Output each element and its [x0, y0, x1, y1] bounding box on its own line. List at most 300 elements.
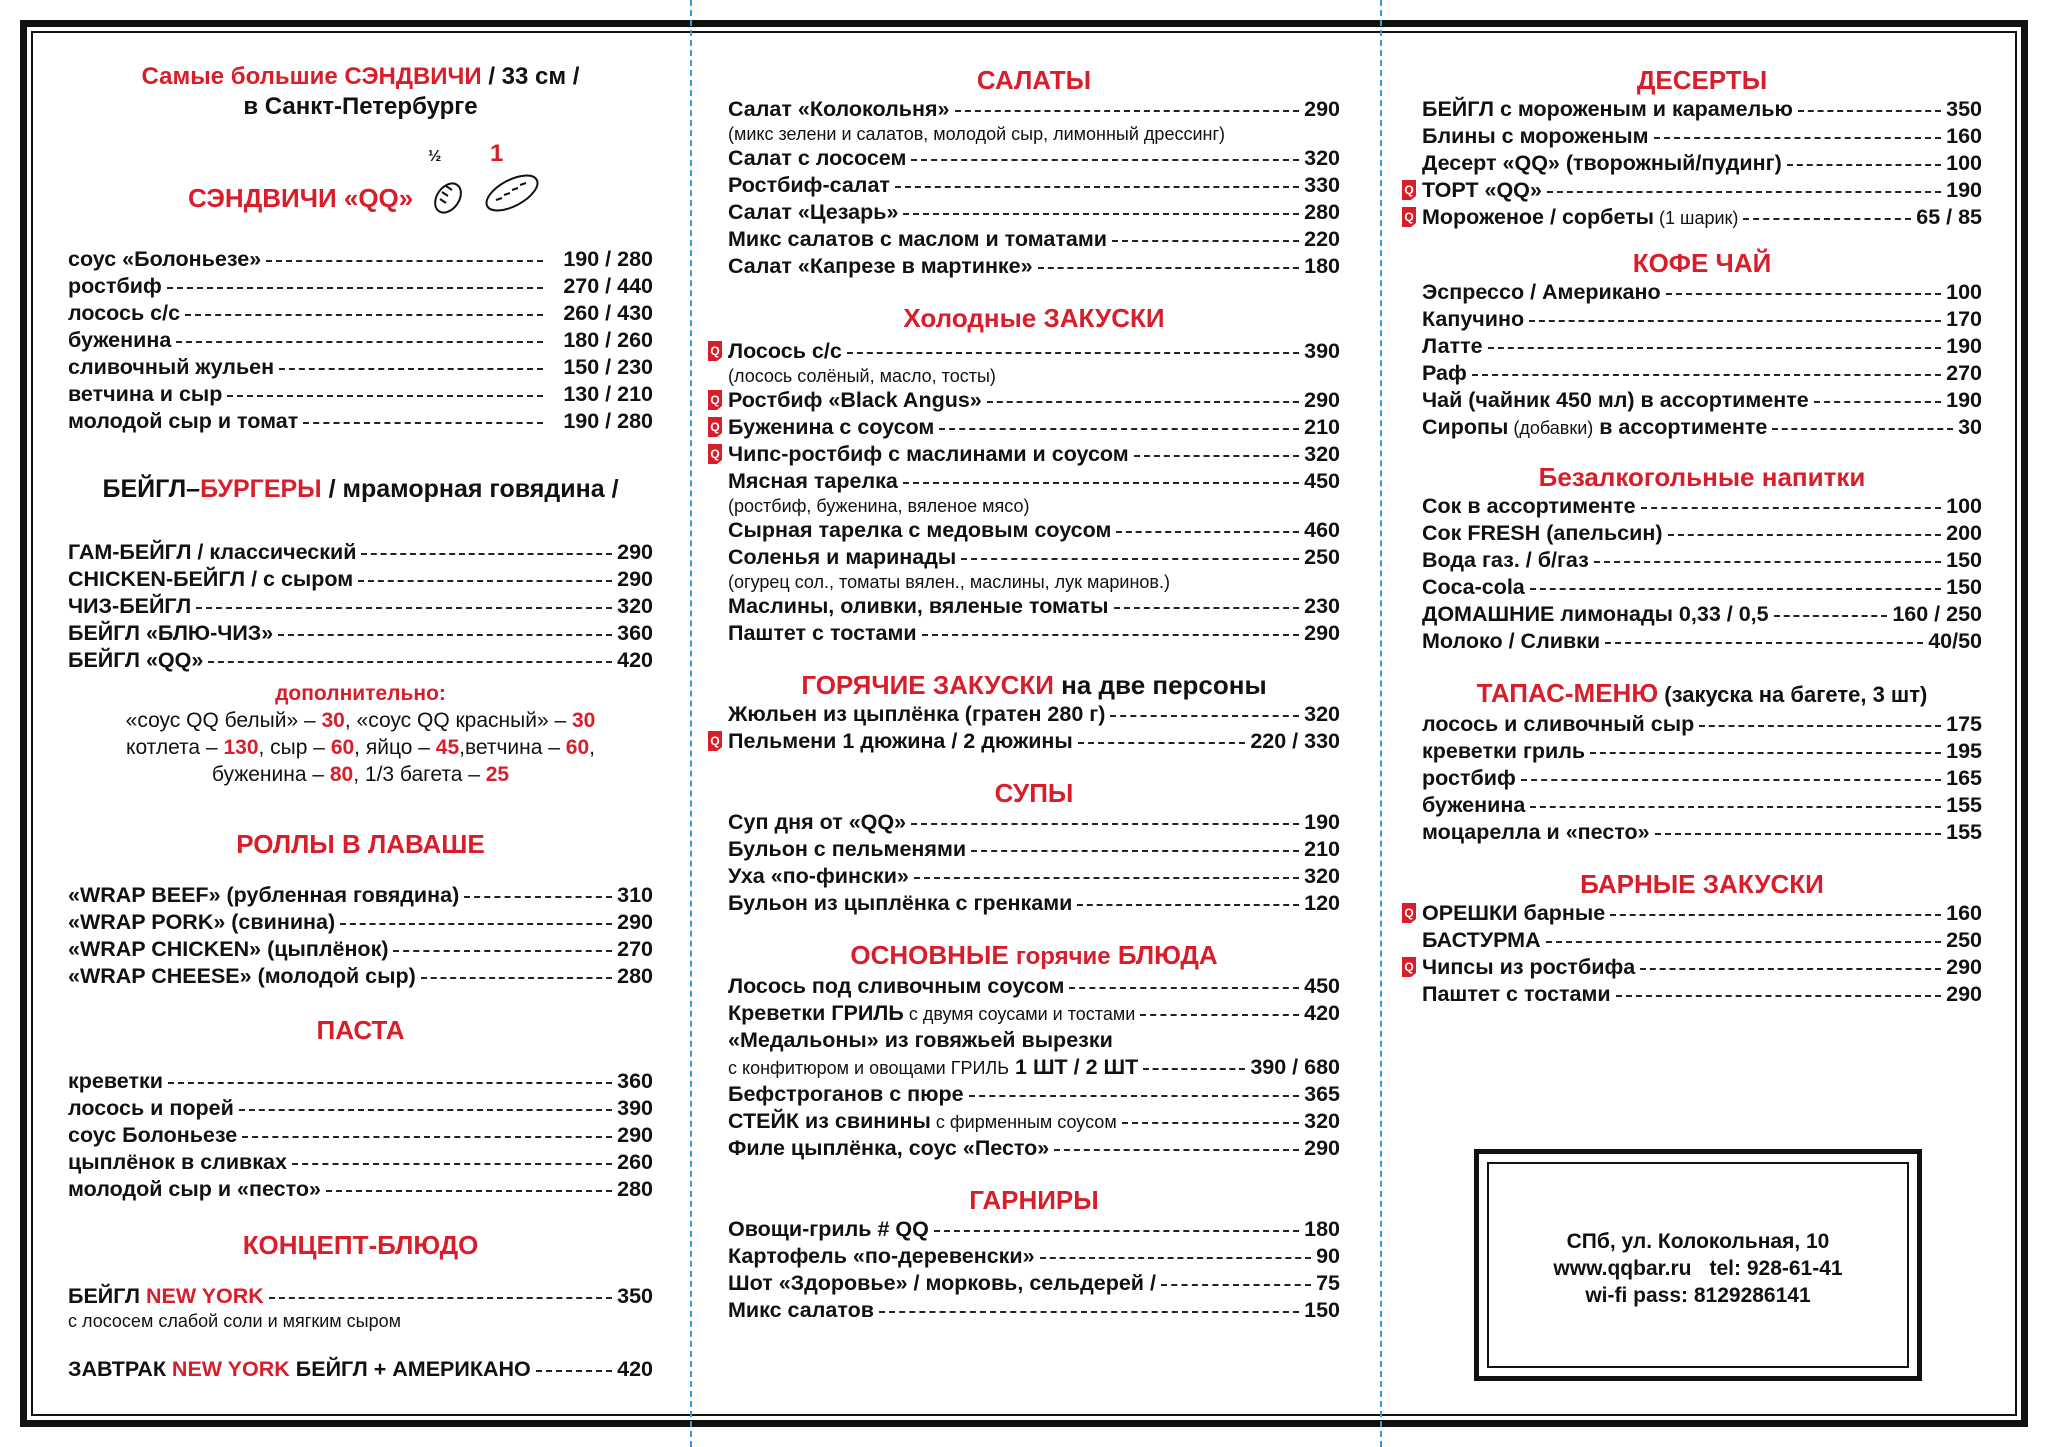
item-name: Буженина с соусом — [728, 415, 935, 439]
menu-item — [728, 836, 1340, 863]
menu-item — [710, 441, 1340, 468]
item-price: 180 — [1304, 1217, 1340, 1241]
item-name: «Медальоны» из говяжьей вырезки — [728, 1028, 1113, 1052]
item-price: 290 — [617, 910, 653, 934]
menu-item — [68, 936, 653, 963]
leader-dots — [1530, 806, 1941, 808]
contact-box — [1474, 1149, 1922, 1381]
item-price: 360 — [617, 621, 653, 645]
leader-dots — [361, 553, 612, 555]
leader-dots — [393, 950, 612, 952]
menu-item — [728, 890, 1340, 917]
salads-section-title: САЛАТЫ — [976, 65, 1092, 95]
leader-dots — [1546, 941, 1942, 943]
leader-dots — [922, 634, 1299, 636]
menu-item — [1422, 414, 1982, 441]
leader-dots — [1654, 137, 1942, 139]
item-price: 290 — [1946, 955, 1982, 979]
leader-dots — [242, 1136, 612, 1138]
leader-dots — [340, 923, 612, 925]
item-name: Паштет с тостами — [1422, 982, 1611, 1006]
item-price: 450 — [1304, 469, 1340, 493]
menu-item — [1422, 927, 1982, 954]
item-price: 150 — [1946, 575, 1982, 599]
menu-item — [68, 1356, 653, 1383]
item-price: 450 — [1304, 974, 1340, 998]
leader-dots — [1134, 455, 1299, 457]
menu-item — [728, 96, 1340, 123]
bagel-extras — [68, 680, 653, 788]
menu-item — [68, 273, 653, 300]
menu-item — [68, 909, 653, 936]
item-name — [1422, 414, 1767, 442]
leader-dots — [969, 1095, 1300, 1097]
leader-dots — [895, 186, 1299, 188]
menu-item — [1404, 177, 1982, 204]
item-name: CHICKEN-БЕЙГЛ / с сыром — [68, 567, 354, 591]
menu-item — [68, 1068, 653, 1095]
cold-section-title — [728, 302, 1340, 334]
svg-text:Q: Q — [710, 344, 720, 358]
menu-item — [68, 1283, 653, 1310]
leader-dots — [1161, 1284, 1311, 1286]
item-name: Чипсы из ростбифа — [1422, 955, 1636, 979]
svg-text:Q: Q — [710, 393, 720, 407]
item-name — [728, 1000, 1135, 1028]
website-link[interactable]: www.qqbar.ru — [1553, 1257, 1692, 1280]
leader-dots — [1143, 1068, 1245, 1070]
leader-dots — [914, 877, 1299, 879]
extras-title: дополнительно: — [275, 682, 446, 705]
item-price: 180 — [1304, 254, 1340, 278]
svg-text:Q: Q — [1404, 960, 1414, 974]
extra-text: , 1/3 багета – — [353, 763, 486, 786]
bar-snacks-list — [1404, 900, 1982, 1008]
item-name: ТОРТ «QQ» — [1422, 178, 1542, 202]
sandwich-section-title: СЭНДВИЧИ «QQ» — [188, 183, 414, 213]
extra-price: 45 — [435, 736, 460, 759]
leader-dots — [1077, 904, 1299, 906]
leader-dots — [1616, 995, 1941, 997]
item-name: лосось и порей — [68, 1096, 234, 1120]
item-name: Соленья и маринады — [728, 545, 957, 569]
item-price: 310 — [617, 883, 653, 907]
item-note: (лосось солёный, масло, тосты) — [728, 366, 996, 386]
item-name: БАСТУРМА — [1422, 928, 1541, 952]
item-name-part: Креветки ГРИЛЬ — [728, 1001, 904, 1025]
leader-dots — [961, 558, 1299, 560]
item-price: 290 — [617, 1123, 653, 1147]
item-name-part: Мороженое / сорбеты — [1422, 205, 1655, 229]
item-price: 160 / 250 — [1892, 602, 1982, 626]
item-price: 250 — [1304, 545, 1340, 569]
leader-dots — [903, 482, 1299, 484]
item-price: 130 / 210 — [563, 382, 653, 406]
item-name: Латте — [1422, 334, 1483, 358]
extras-line-1 — [68, 707, 653, 734]
svg-text:Q: Q — [710, 447, 720, 461]
item-name: БЕЙГЛ «БЛЮ-ЧИЗ» — [68, 621, 274, 645]
bagel-title-part3: / мраморная говядина / — [321, 475, 619, 503]
leader-dots — [1054, 1149, 1299, 1151]
menu-item — [710, 387, 1340, 414]
item-name: цыплёнок в сливках — [68, 1150, 287, 1174]
item-name-part: 1 ШТ / 2 ШТ — [1009, 1055, 1139, 1079]
intro-red-text: Самые большие СЭНДВИЧИ — [141, 63, 482, 90]
leader-dots — [1040, 1257, 1311, 1259]
extra-text: ,ветчина – — [459, 736, 566, 759]
sides-list — [728, 1216, 1340, 1324]
extra-price: 60 — [565, 736, 590, 759]
svg-text:Q: Q — [1404, 210, 1414, 224]
item-name: Картофель «по-деревенски» — [728, 1244, 1035, 1268]
menu-item — [728, 593, 1340, 620]
extra-text: , яйцо – — [354, 736, 436, 759]
item-name: «WRAP CHEESE» (молодой сыр) — [68, 964, 416, 988]
item-name: БЕЙГЛ с мороженым и карамелью — [1422, 97, 1793, 121]
soups-list — [728, 809, 1340, 917]
menu-item — [710, 414, 1340, 441]
menu-item — [68, 300, 653, 327]
leader-dots — [1774, 615, 1888, 617]
item-price: 320 — [1304, 146, 1340, 170]
q-badge-icon — [706, 730, 724, 752]
phone-number[interactable]: tel: 928-61-41 — [1709, 1257, 1843, 1280]
item-name: Бульон из цыплёнка с гренками — [728, 891, 1073, 915]
hot-section-title — [728, 669, 1340, 701]
soft-drinks-section-title: Безалкогольные напитки — [1538, 462, 1866, 492]
site-and-phone — [1479, 1255, 1917, 1282]
desserts-section-title: ДЕСЕРТЫ — [1636, 65, 1768, 95]
leader-dots — [176, 341, 543, 343]
menu-item — [1422, 387, 1982, 414]
menu-item — [728, 1270, 1340, 1297]
item-name: креветки — [68, 1069, 163, 1093]
item-name: Маслины, оливки, вяленые томаты — [728, 594, 1109, 618]
item-name: Эспрессо / Американо — [1422, 280, 1661, 304]
item-name: «WRAP BEEF» (рубленная говядина) — [68, 883, 460, 907]
menu-item — [1404, 954, 1982, 981]
leader-dots — [1110, 715, 1299, 717]
address: СПб, ул. Колокольная, 10 — [1566, 1230, 1830, 1253]
extra-price: 25 — [485, 763, 510, 786]
leader-dots — [1114, 607, 1300, 609]
extra-price: 60 — [330, 736, 355, 759]
item-price: 320 — [1304, 864, 1340, 888]
item-name-detail: (добавки) — [1508, 418, 1594, 438]
menu-item — [1422, 360, 1982, 387]
item-price: 190 / 280 — [563, 409, 653, 433]
soups-section-title: СУПЫ — [994, 778, 1074, 808]
leader-dots — [208, 661, 612, 663]
extra-text: котлета – — [126, 736, 224, 759]
item-name: ОРЕШКИ барные — [1422, 901, 1606, 925]
q-badge-icon — [706, 443, 724, 465]
rolls-section-title: РОЛЛЫ В ЛАВАШЕ — [236, 829, 485, 859]
menu-item — [68, 327, 653, 354]
item-price: 200 — [1946, 521, 1982, 545]
item-price: 420 — [617, 648, 653, 672]
item-name: соус «Болоньезе» — [68, 247, 262, 271]
item-name — [68, 1356, 531, 1383]
menu-item — [1422, 819, 1982, 846]
item-price: 390 / 680 — [1250, 1055, 1340, 1079]
item-name: Бефстроганов с пюре — [728, 1082, 964, 1106]
menu-item — [68, 381, 653, 408]
menu-item — [1422, 765, 1982, 792]
item-name: Салат «Цезарь» — [728, 200, 899, 224]
q-badge-icon — [1400, 902, 1418, 924]
item-price: 120 — [1304, 891, 1340, 915]
menu-item — [728, 145, 1340, 172]
q-badge-icon — [1400, 206, 1418, 228]
leader-dots — [1655, 833, 1941, 835]
leader-dots — [1547, 191, 1941, 193]
item-price: 320 — [617, 594, 653, 618]
leader-dots — [185, 314, 543, 316]
item-name: Микс салатов с маслом и томатами — [728, 227, 1107, 251]
item-name: Coca-cola — [1422, 575, 1525, 599]
item-name: ДОМАШНИЕ лимонады 0,33 / 0,5 — [1422, 602, 1769, 626]
leader-dots — [167, 287, 543, 289]
leader-dots — [1666, 293, 1942, 295]
extra-text: , сыр – — [258, 736, 331, 759]
leader-dots — [879, 1311, 1299, 1313]
menu-item — [728, 701, 1340, 728]
leader-dots — [303, 422, 543, 424]
item-name: Овощи-гриль # QQ — [728, 1217, 929, 1241]
item-name-part: БЕЙГЛ — [68, 1284, 146, 1308]
leader-dots — [1640, 968, 1941, 970]
q-badge-icon — [706, 416, 724, 438]
leader-dots — [1605, 642, 1923, 644]
leader-dots — [1078, 742, 1246, 744]
item-name-highlight: NEW YORK — [171, 1357, 290, 1381]
soft-drinks-list — [1422, 493, 1982, 655]
menu-item — [1404, 900, 1982, 927]
item-name: Лосось под сливочным соусом — [728, 974, 1065, 998]
leader-dots — [278, 634, 612, 636]
menu-item — [1422, 306, 1982, 333]
item-price: 290 — [617, 540, 653, 564]
item-price: 220 / 330 — [1250, 729, 1340, 753]
item-name: молодой сыр и томат — [68, 409, 299, 433]
item-price: 280 — [617, 1177, 653, 1201]
leader-dots — [1668, 534, 1942, 536]
extras-line-2 — [68, 734, 653, 761]
menu-item — [728, 253, 1340, 280]
item-price: 190 / 280 — [563, 247, 653, 271]
leader-dots — [934, 1230, 1299, 1232]
item-name: ЧИЗ-БЕЙГЛ — [68, 594, 192, 618]
item-name: БЕЙГЛ «QQ» — [68, 648, 204, 672]
salads-list — [728, 96, 1340, 280]
desserts-list — [1404, 96, 1982, 231]
item-name: соус Болоньезе — [68, 1123, 238, 1147]
rolls-list — [68, 882, 653, 990]
item-price: 220 — [1304, 227, 1340, 251]
item-price: 150 / 230 — [563, 355, 653, 379]
extra-price: 30 — [571, 709, 596, 732]
item-price: 360 — [617, 1069, 653, 1093]
item-price: 290 — [1304, 97, 1340, 121]
item-name: Лосось с/с — [728, 339, 842, 363]
mains-title-part1: ОСНОВНЫЕ — [850, 940, 1016, 970]
item-name-part: СТЕЙК из свинины — [728, 1109, 931, 1133]
item-name: Пельмени 1 дюжина / 2 дюжины — [728, 729, 1073, 753]
item-note: (огурец сол., томаты вялен., маслины, лук маринов.) — [728, 572, 1170, 592]
tapas-list — [1422, 711, 1982, 846]
intro-city-text: в Санкт-Петербурге — [243, 93, 478, 120]
intro-heading — [68, 62, 653, 122]
extra-text: , — [589, 736, 595, 759]
item-price: 165 — [1946, 766, 1982, 790]
svg-text:Q: Q — [1404, 906, 1414, 920]
menu-item — [1422, 574, 1982, 601]
item-name-highlight: NEW YORK — [145, 1284, 264, 1308]
menu-item — [68, 593, 653, 620]
leader-dots — [1743, 218, 1911, 220]
leader-dots — [847, 352, 1299, 354]
intro-size-text: / 33 см / — [481, 63, 580, 90]
menu-item — [728, 1000, 1340, 1027]
item-name: Салат «Колокольня» — [728, 97, 950, 121]
bagel-list — [68, 539, 653, 674]
leader-dots — [939, 428, 1299, 430]
item-name: Чай (чайник 450 мл) в ассортименте — [1422, 388, 1809, 412]
item-name — [68, 1283, 264, 1310]
item-name-part: Сиропы — [1422, 415, 1509, 439]
q-badge-icon — [706, 340, 724, 362]
item-name: Жюльен из цыплёнка (гратен 280 г) — [728, 702, 1106, 726]
item-name: Сок FRESH (апельсин) — [1422, 521, 1663, 545]
item-name: Филе цыплёнка, соус «Песто» — [728, 1136, 1050, 1160]
item-name — [728, 1054, 1138, 1082]
leader-dots — [1814, 401, 1941, 403]
item-name-detail: с фирменным соусом — [930, 1112, 1117, 1132]
item-price: 280 — [1304, 200, 1340, 224]
item-price: 320 — [1304, 442, 1340, 466]
cold-list — [710, 338, 1340, 647]
leader-dots — [1140, 1014, 1299, 1016]
item-name: ростбиф — [1422, 766, 1516, 790]
item-price: 90 — [1316, 1244, 1340, 1268]
coffee-list — [1422, 279, 1982, 441]
menu-item — [1422, 792, 1982, 819]
mains-section-title — [728, 939, 1340, 973]
item-name: моцарелла и «песто» — [1422, 820, 1650, 844]
cold-title-part2: ЗАКУСКИ — [1043, 303, 1165, 333]
leader-dots — [1610, 914, 1941, 916]
leader-dots — [1038, 267, 1300, 269]
item-price: 190 — [1946, 178, 1982, 202]
item-name: Паштет с тостами — [728, 621, 917, 645]
menu-item — [68, 620, 653, 647]
menu-item — [1422, 96, 1982, 123]
item-name-part: в ассортименте — [1593, 415, 1768, 439]
item-price: 290 — [1304, 1136, 1340, 1160]
sandwich-header — [68, 140, 653, 244]
leader-dots — [1521, 779, 1941, 781]
item-name-part: БЕЙГЛ + АМЕРИКАНО — [289, 1357, 531, 1381]
item-name — [728, 1108, 1117, 1136]
item-name: Салат «Капрезе в мартинке» — [728, 254, 1033, 278]
leader-dots — [971, 850, 1299, 852]
tapas-title-red: ТАПАС-МЕНЮ — [1476, 678, 1659, 708]
item-price: 390 — [1304, 339, 1340, 363]
item-name: Раф — [1422, 361, 1467, 385]
menu-item — [728, 199, 1340, 226]
menu-item — [1422, 333, 1982, 360]
leader-dots — [227, 395, 543, 397]
extra-text: «соус QQ белый» – — [125, 709, 322, 732]
item-price: 100 — [1946, 151, 1982, 175]
item-note: (микс зелени и салатов, молодой сыр, лимонный дрессинг) — [728, 124, 1226, 144]
full-portion-label: 1 — [490, 140, 504, 167]
item-price: 195 — [1946, 739, 1982, 763]
menu-item — [68, 882, 653, 909]
menu-item — [728, 544, 1340, 571]
svg-text:Q: Q — [710, 420, 720, 434]
leader-dots — [358, 580, 612, 582]
menu-item — [728, 172, 1340, 199]
extra-text: буженина – — [211, 763, 330, 786]
item-name: креветки гриль — [1422, 739, 1586, 763]
leader-dots — [464, 896, 612, 898]
wifi-password: wi-fi pass: 8129286141 — [1585, 1284, 1811, 1307]
leader-dots — [1798, 110, 1941, 112]
tapas-section-title — [1422, 677, 1982, 711]
item-price: 190 — [1304, 810, 1340, 834]
pasta-section-title: ПАСТА — [316, 1015, 405, 1045]
menu-item — [728, 1135, 1340, 1162]
leader-dots — [1530, 588, 1941, 590]
item-price: 290 — [1304, 388, 1340, 412]
leader-dots — [1787, 164, 1941, 166]
item-name: ветчина и сыр — [68, 382, 223, 406]
leader-dots — [1116, 531, 1299, 533]
item-name: ростбиф — [68, 274, 162, 298]
menu-item — [728, 973, 1340, 1000]
item-name: Сок в ассортименте — [1422, 494, 1636, 518]
menu-item — [728, 1081, 1340, 1108]
extras-line-3 — [68, 761, 653, 788]
menu-item-continued — [728, 1054, 1340, 1081]
item-name: Ростбиф «Black Angus» — [728, 388, 982, 412]
item-price: 350 — [617, 1284, 653, 1308]
menu-item — [1422, 711, 1982, 738]
item-name: Вода газ. / б/газ — [1422, 548, 1589, 572]
menu-column-1 — [68, 54, 653, 1383]
item-name: ГАМ-БЕЙГЛ / классический — [68, 540, 357, 564]
item-name: Сырная тарелка с медовым соусом — [728, 518, 1112, 542]
item-price: 65 / 85 — [1916, 205, 1982, 229]
item-price: 160 — [1946, 901, 1982, 925]
item-price: 330 — [1304, 173, 1340, 197]
concept-section-title: КОНЦЕПТ-БЛЮДО — [242, 1230, 479, 1260]
menu-item — [728, 863, 1340, 890]
leader-dots — [987, 401, 1299, 403]
item-name: Молоко / Сливки — [1422, 629, 1601, 653]
bar-snacks-section-title: БАРНЫЕ ЗАКУСКИ — [1580, 869, 1824, 899]
menu-item — [1422, 628, 1982, 655]
item-price: 365 — [1304, 1082, 1340, 1106]
leader-dots — [1472, 374, 1941, 376]
item-name: «WRAP PORK» (свинина) — [68, 910, 336, 934]
menu-item — [68, 1149, 653, 1176]
menu-item — [1422, 279, 1982, 306]
item-name: Ростбиф-салат — [728, 173, 890, 197]
